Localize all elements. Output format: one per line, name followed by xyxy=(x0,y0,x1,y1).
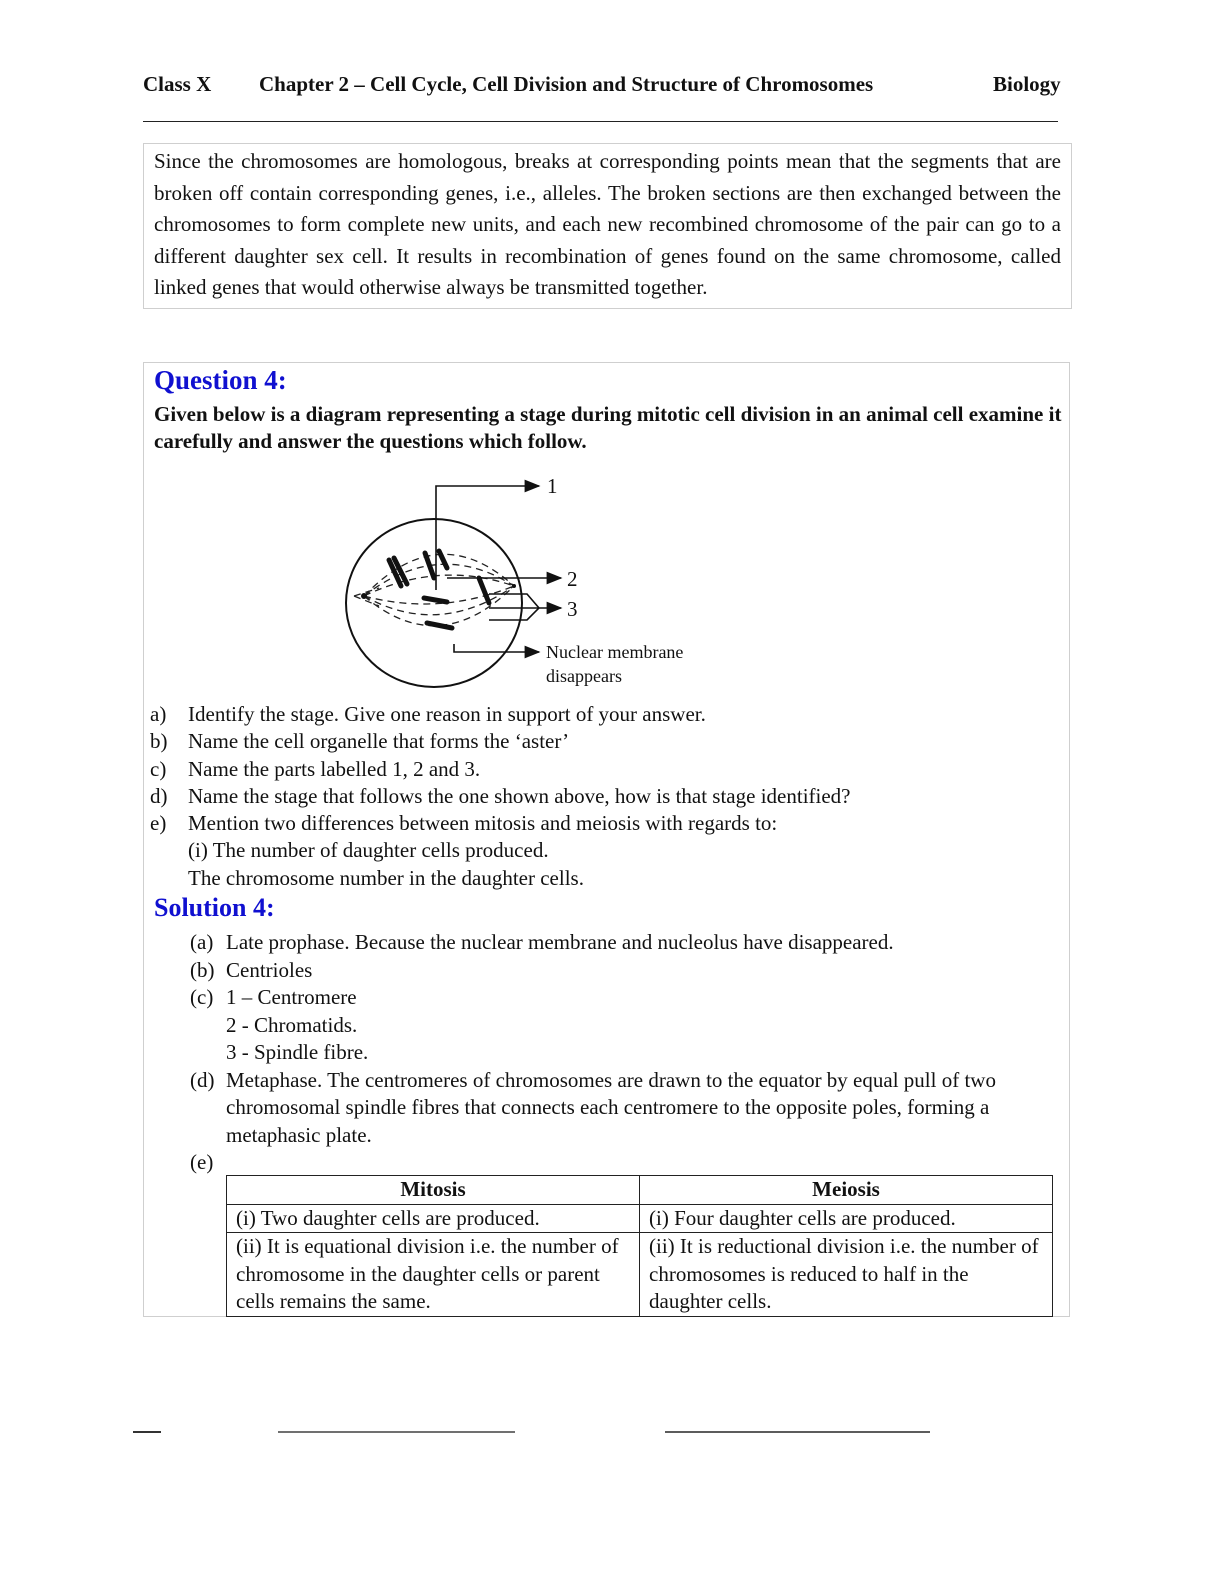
question-list xyxy=(150,701,851,892)
table-header-meiosis: Meiosis xyxy=(640,1176,1053,1205)
table-cell: (i) Four daughter cells are produced. xyxy=(640,1204,1053,1233)
solution-item-d: (d) Metaphase. The centromeres of chromosomes are drawn to the equator by equal pull of two chromosomal spindle fibres that connects each centromere to the opposite poles, forming a metaphasic plate. xyxy=(190,1067,996,1147)
question-prompt: Given below is a diagram representing a stage during mitotic cell division in an animal cell examine it carefully and answer the questions which follow. xyxy=(154,402,1062,453)
solution-item-c-part: 3 - Spindle fibre. xyxy=(226,1040,369,1064)
footer-rule xyxy=(133,1431,161,1433)
mitosis-meiosis-table xyxy=(226,1175,1053,1317)
question-item: d) Name the stage that follows the one shown above, how is that stage identified? xyxy=(150,783,851,808)
question-subitem: The chromosome number in the daughter cells. xyxy=(188,865,584,890)
diagram-label-1: 1 xyxy=(547,474,558,498)
footer-rule xyxy=(278,1431,515,1433)
footer-rule xyxy=(665,1431,930,1433)
continuation-box xyxy=(143,143,1072,309)
table-cell: (ii) It is equational division i.e. the number of chromosome in the daughter cells or parent cells remains the same. xyxy=(227,1233,640,1317)
question-subitem: (i) The number of daughter cells produced. xyxy=(188,838,549,863)
solution-item-a: (a) Late prophase. Because the nuclear membrane and nucleolus have disappeared. xyxy=(190,930,894,954)
continuation-paragraph: Since the chromosomes are homologous, breaks at corresponding points mean that the segments that are broken off contain corresponding genes, i.e., alleles. The broken sections are then exchanged between the chromosomes to form complete new units, and each new recombined chromosome of the pair can go to a different daughter sex cell. It results in recombination of genes found on the same chromosome, called linked genes that would otherwise always be transmitted together. xyxy=(154,149,1061,299)
cell-diagram-figure xyxy=(339,468,709,698)
question-item: c) Name the parts labelled 1, 2 and 3. xyxy=(150,756,481,781)
question-item: a) Identify the stage. Give one reason in support of your answer. xyxy=(150,702,706,726)
solution-title: Solution 4: xyxy=(154,893,275,922)
question-item: e) Mention two differences between mitosis and meiosis with regards to: xyxy=(150,811,778,836)
table-row xyxy=(227,1233,1053,1317)
header-divider xyxy=(143,121,1058,122)
diagram-label-3: 3 xyxy=(567,597,578,621)
solution-item-c-part: 2 - Chromatids. xyxy=(226,1012,358,1037)
diagram-annotation-line1: Nuclear membrane xyxy=(546,642,684,662)
subject-label: Biology xyxy=(993,72,1061,96)
class-label: Class X xyxy=(143,72,212,96)
mitosis-diagram xyxy=(339,468,709,698)
solution-list xyxy=(190,929,1060,1177)
table-cell: (ii) It is reductional division i.e. the number of chromosomes is reduced to half in the daughter cells. xyxy=(640,1233,1053,1317)
table-header-row xyxy=(227,1176,1053,1205)
question-solution-box xyxy=(143,362,1070,1317)
question-item: b) Name the cell organelle that forms the ‘aster’ xyxy=(150,729,570,754)
chapter-title: Chapter 2 – Cell Cycle, Cell Division and Structure of Chromosomes xyxy=(259,72,874,96)
table-header-mitosis: Mitosis xyxy=(227,1176,640,1205)
question-title: Question 4: xyxy=(154,365,287,395)
solution-item-e: (e) xyxy=(190,1150,214,1174)
solution-item-c: (c) 1 – Centromere xyxy=(190,985,357,1009)
solution-item-b: (b) Centrioles xyxy=(190,957,313,982)
diagram-annotation-line2: disappears xyxy=(546,666,622,686)
table-cell: (i) Two daughter cells are produced. xyxy=(227,1204,640,1233)
table-row xyxy=(227,1204,1053,1233)
diagram-label-2: 2 xyxy=(567,567,578,591)
